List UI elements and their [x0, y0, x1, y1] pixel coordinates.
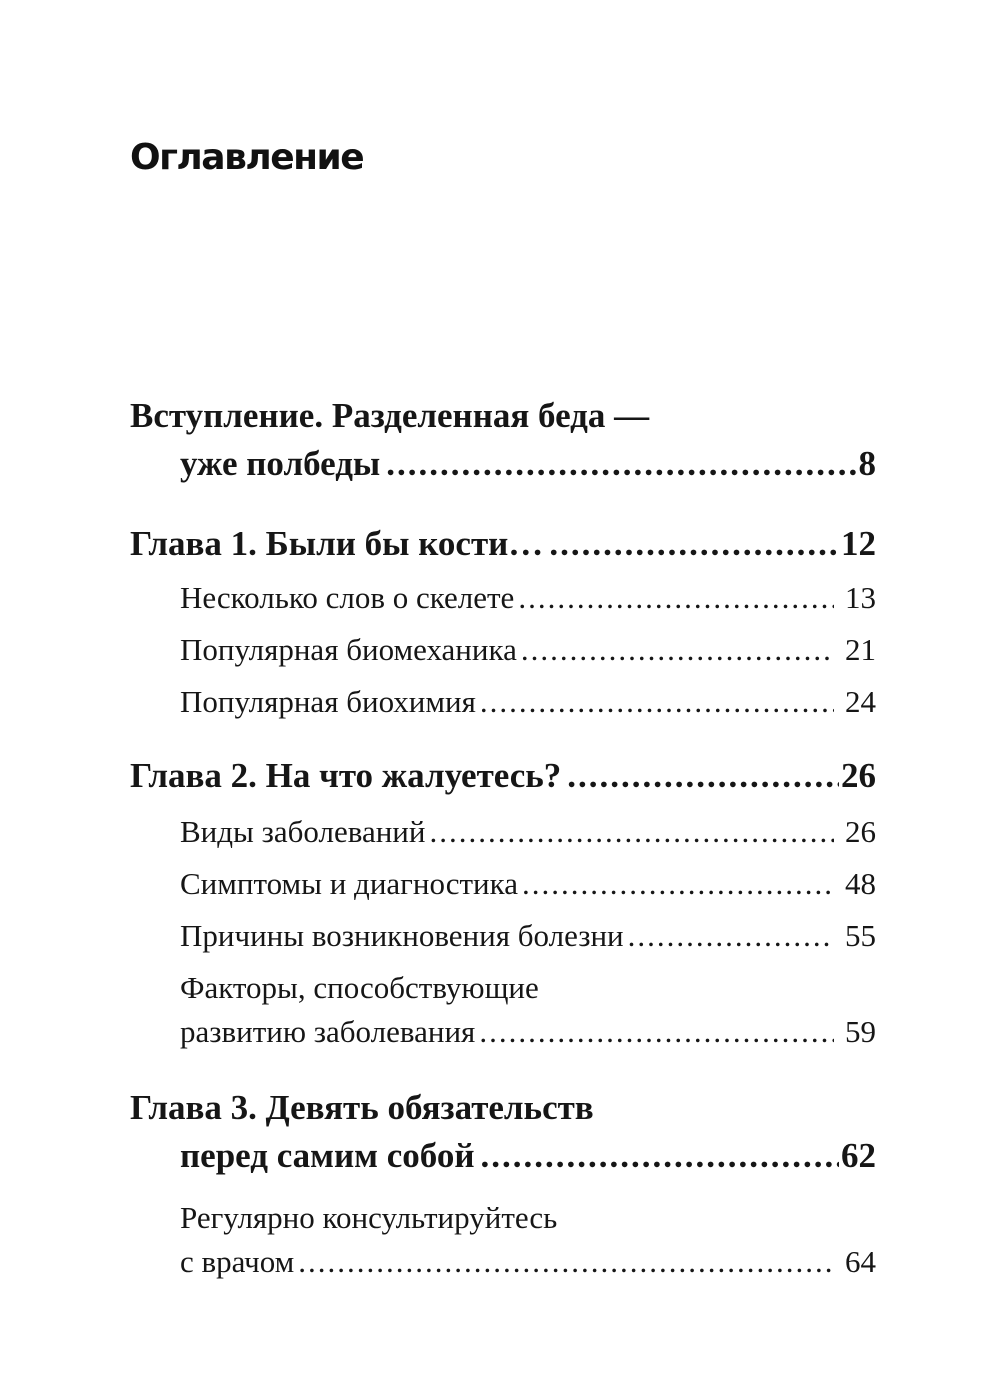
toc-entry-section[interactable]	[130, 572, 876, 624]
table-of-contents	[130, 392, 876, 1284]
toc-entry-title: Популярная биомеханика	[180, 632, 517, 667]
dot-leader	[298, 1240, 834, 1284]
toc-entry-section[interactable]	[130, 1196, 876, 1284]
toc-entry-chapter-2[interactable]	[130, 752, 876, 800]
toc-entry-title: Популярная биохимия	[180, 684, 476, 719]
dot-leader	[480, 676, 834, 728]
dot-leader	[549, 520, 839, 568]
dot-leader	[518, 572, 834, 624]
toc-entry-title: Вступление. Разделенная беда —	[130, 396, 650, 435]
dot-leader	[567, 752, 839, 800]
toc-entry-intro[interactable]	[130, 392, 876, 488]
dot-leader	[521, 624, 834, 676]
dot-leader	[628, 910, 834, 962]
toc-entry-title: Причины возникновения болезни	[180, 918, 624, 953]
toc-entry-section[interactable]	[130, 966, 876, 1054]
toc-entry-section[interactable]	[130, 806, 876, 858]
dot-leader	[479, 1010, 834, 1054]
toc-entry-title: Виды заболеваний	[180, 814, 426, 849]
dot-leader	[481, 1132, 840, 1180]
page-number: 55	[845, 918, 876, 953]
toc-entry-title: Регулярно консультируйтесь	[180, 1200, 558, 1235]
toc-entry-title: Факторы, способствующие	[180, 970, 539, 1005]
toc-entry-title: Глава 3. Девять обязательств	[130, 1088, 594, 1127]
toc-entry-title: Симптомы и диагностика	[180, 866, 519, 901]
page-number: 21	[845, 632, 876, 667]
dot-leader	[522, 858, 834, 910]
page-number: 48	[845, 866, 876, 901]
toc-entry-title: перед самим собой	[180, 1136, 475, 1175]
page-number: 24	[845, 684, 876, 719]
toc-entry-section[interactable]	[130, 910, 876, 962]
toc-entry-title: Глава 1. Были бы кости…	[130, 524, 544, 563]
dot-leader	[386, 440, 856, 488]
toc-entry-chapter-3[interactable]	[130, 1084, 876, 1180]
toc-entry-section[interactable]	[130, 676, 876, 728]
toc-entry-section[interactable]	[130, 624, 876, 676]
page-number: 8	[858, 444, 876, 483]
toc-entry-title: развитию заболевания	[180, 1014, 476, 1049]
toc-entry-title: Глава 2. На что жалуетесь?	[130, 756, 562, 795]
toc-entry-title: с врачом	[180, 1244, 295, 1279]
page-number: 12	[841, 524, 876, 563]
page-number: 13	[845, 580, 876, 615]
page-title: Оглавление	[130, 137, 364, 178]
page-number: 26	[845, 814, 876, 849]
toc-entry-title: уже полбеды	[180, 444, 381, 483]
toc-entry-section[interactable]	[130, 858, 876, 910]
page-number: 26	[841, 756, 876, 795]
toc-entry-chapter-1[interactable]	[130, 520, 876, 568]
toc-entry-title: Несколько слов о скелете	[180, 580, 515, 615]
page-number: 64	[845, 1244, 876, 1279]
page-number: 62	[841, 1136, 876, 1175]
dot-leader	[429, 806, 834, 858]
page-number: 59	[845, 1014, 876, 1049]
